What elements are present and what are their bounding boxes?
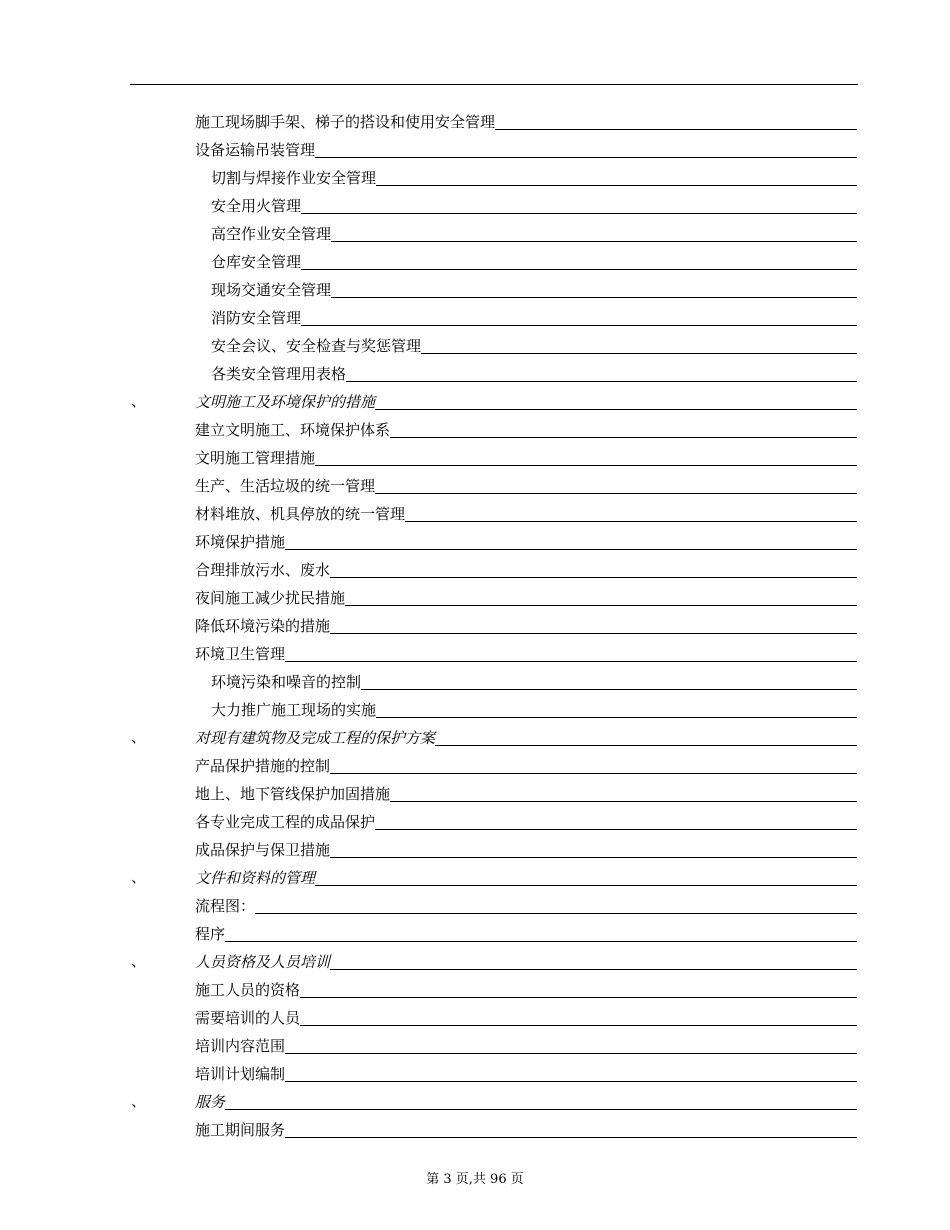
toc-entry-title: 现场交通安全管理 bbox=[211, 281, 332, 299]
toc-leader-line bbox=[421, 353, 857, 354]
toc-entry-line bbox=[195, 723, 857, 751]
toc-entry[interactable] bbox=[0, 947, 950, 975]
toc-entry-line bbox=[195, 1115, 857, 1143]
toc-leader-line bbox=[390, 437, 857, 438]
toc-entry-line bbox=[211, 359, 857, 387]
toc-entry-line bbox=[195, 1059, 857, 1087]
toc-entry-title: 文件和资料的管理 bbox=[195, 869, 316, 887]
toc-entry-line bbox=[195, 415, 857, 443]
toc-entry-title: 各类安全管理用表格 bbox=[211, 365, 347, 383]
toc-entry-line bbox=[195, 555, 857, 583]
toc-leader-line bbox=[375, 829, 857, 830]
toc-entry-line bbox=[195, 975, 857, 1003]
toc-entry[interactable] bbox=[0, 919, 950, 947]
toc-entry-title: 各专业完成工程的成品保护 bbox=[195, 813, 376, 831]
toc-entry-line bbox=[211, 331, 857, 359]
toc-leader-line bbox=[330, 773, 857, 774]
toc-entry[interactable] bbox=[0, 1087, 950, 1115]
toc-entry[interactable] bbox=[0, 891, 950, 919]
toc-leader-line bbox=[301, 325, 857, 326]
toc-entry[interactable] bbox=[0, 751, 950, 779]
toc-entry-title: 产品保护措施的控制 bbox=[195, 757, 331, 775]
toc-entry[interactable] bbox=[0, 107, 950, 135]
toc-entry-line bbox=[195, 471, 857, 499]
toc-leader-line bbox=[225, 1109, 857, 1110]
toc-entry-line bbox=[211, 667, 857, 695]
toc-entry[interactable] bbox=[0, 1031, 950, 1059]
toc-leader-line bbox=[495, 129, 857, 130]
toc-entry-title: 成品保护与保卫措施 bbox=[195, 841, 331, 859]
toc-entry-line bbox=[195, 1003, 857, 1031]
toc-leader-line bbox=[285, 661, 857, 662]
toc-leader-line bbox=[330, 857, 857, 858]
toc-entry-marker: 、 bbox=[131, 1092, 147, 1110]
toc-entry-title: 夜间施工减少扰民措施 bbox=[195, 589, 346, 607]
toc-entry-line bbox=[195, 639, 857, 667]
toc-entry[interactable] bbox=[0, 975, 950, 1003]
toc-entry-title: 环境污染和噪音的控制 bbox=[211, 673, 362, 691]
toc-entry-line bbox=[195, 751, 857, 779]
toc-leader-line bbox=[361, 689, 857, 690]
toc-entry-title: 材料堆放、机具停放的统一管理 bbox=[195, 505, 406, 523]
toc-entry-line bbox=[195, 135, 857, 163]
toc-entry[interactable] bbox=[0, 359, 950, 387]
toc-entry[interactable] bbox=[0, 527, 950, 555]
toc-leader-line bbox=[330, 577, 857, 578]
toc-leader-line bbox=[285, 1053, 857, 1054]
toc-entry-line bbox=[195, 107, 857, 135]
toc-leader-line bbox=[375, 493, 857, 494]
toc-entry[interactable] bbox=[0, 331, 950, 359]
toc-entry-marker: 、 bbox=[131, 868, 147, 886]
toc-entry-line bbox=[195, 499, 857, 527]
toc-entry-title: 高空作业安全管理 bbox=[211, 225, 332, 243]
page-footer: 第 3 页,共 96 页 bbox=[426, 1172, 524, 1187]
toc-entry[interactable] bbox=[0, 219, 950, 247]
toc-entry-line bbox=[195, 1087, 857, 1115]
toc-entry-line bbox=[211, 303, 857, 331]
toc-entry-line bbox=[211, 163, 857, 191]
toc-entry-line bbox=[195, 891, 857, 919]
toc-entry-line bbox=[195, 527, 857, 555]
toc-leader-line bbox=[435, 745, 857, 746]
toc-entry-title: 施工现场脚手架、梯子的搭设和使用安全管理 bbox=[195, 113, 496, 131]
toc-leader-line bbox=[390, 801, 857, 802]
toc-entry[interactable] bbox=[0, 611, 950, 639]
toc-entry-title: 建立文明施工、环境保护体系 bbox=[195, 421, 391, 439]
toc-entry[interactable] bbox=[0, 807, 950, 835]
toc-leader-line bbox=[330, 633, 857, 634]
toc-entry-line bbox=[195, 807, 857, 835]
toc-leader-line bbox=[285, 1081, 857, 1082]
toc-entry-title: 安全会议、安全检查与奖惩管理 bbox=[211, 337, 422, 355]
toc-entry-title: 培训内容范围 bbox=[195, 1037, 286, 1055]
toc-entry-title: 消防安全管理 bbox=[211, 309, 302, 327]
toc-entry[interactable] bbox=[0, 863, 950, 891]
toc-entry-title: 对现有建筑物及完成工程的保护方案 bbox=[195, 729, 436, 747]
toc-entry-title: 切割与焊接作业安全管理 bbox=[211, 169, 377, 187]
toc-entry[interactable] bbox=[0, 387, 950, 415]
toc-entry[interactable] bbox=[0, 191, 950, 219]
toc-entry[interactable] bbox=[0, 695, 950, 723]
toc-entry[interactable] bbox=[0, 835, 950, 863]
toc-entry[interactable] bbox=[0, 639, 950, 667]
toc-entry-title: 施工人员的资格 bbox=[195, 981, 301, 999]
toc-entry-title: 程序 bbox=[195, 925, 226, 943]
toc-entry[interactable] bbox=[0, 275, 950, 303]
toc-entry[interactable] bbox=[0, 443, 950, 471]
toc-entry-line bbox=[195, 583, 857, 611]
toc-entry[interactable] bbox=[0, 303, 950, 331]
toc-entry-title: 降低环境污染的措施 bbox=[195, 617, 331, 635]
toc-entry[interactable] bbox=[0, 667, 950, 695]
toc-leader-line bbox=[285, 1137, 857, 1138]
table-of-contents bbox=[0, 107, 950, 1143]
toc-leader-line bbox=[300, 997, 857, 998]
toc-entry-marker: 、 bbox=[131, 952, 147, 970]
toc-leader-line bbox=[331, 297, 857, 298]
toc-entry[interactable] bbox=[0, 1059, 950, 1087]
toc-entry-line bbox=[211, 275, 857, 303]
toc-entry-marker: 、 bbox=[131, 392, 147, 410]
toc-leader-line bbox=[225, 941, 857, 942]
toc-leader-line bbox=[315, 157, 857, 158]
toc-leader-line bbox=[255, 913, 857, 914]
header-rule bbox=[130, 84, 858, 85]
toc-leader-line bbox=[300, 1025, 857, 1026]
toc-entry-line bbox=[195, 863, 857, 891]
toc-leader-line bbox=[376, 717, 857, 718]
toc-entry-line bbox=[211, 695, 857, 723]
toc-entry[interactable] bbox=[0, 1115, 950, 1143]
toc-entry-line bbox=[195, 779, 857, 807]
toc-leader-line bbox=[301, 269, 857, 270]
toc-entry-title: 文明施工及环境保护的措施 bbox=[195, 393, 376, 411]
toc-leader-line bbox=[345, 605, 857, 606]
toc-leader-line bbox=[375, 409, 857, 410]
toc-entry-title: 文明施工管理措施 bbox=[195, 449, 316, 467]
toc-entry-title: 人员资格及人员培训 bbox=[195, 953, 331, 971]
toc-entry-title: 环境卫生管理 bbox=[195, 645, 286, 663]
toc-entry-line bbox=[195, 919, 857, 947]
toc-entry[interactable] bbox=[0, 163, 950, 191]
toc-leader-line bbox=[315, 885, 857, 886]
toc-leader-line bbox=[331, 241, 857, 242]
toc-leader-line bbox=[315, 465, 857, 466]
toc-entry-title: 生产、生活垃圾的统一管理 bbox=[195, 477, 376, 495]
toc-leader-line bbox=[376, 185, 857, 186]
toc-entry-marker: 、 bbox=[131, 728, 147, 746]
toc-entry-line bbox=[195, 387, 857, 415]
toc-entry[interactable] bbox=[0, 499, 950, 527]
toc-entry-title: 设备运输吊装管理 bbox=[195, 141, 316, 159]
toc-entry[interactable] bbox=[0, 555, 950, 583]
toc-entry-line bbox=[195, 947, 857, 975]
toc-leader-line bbox=[285, 549, 857, 550]
toc-entry[interactable] bbox=[0, 583, 950, 611]
toc-entry-title: 培训计划编制 bbox=[195, 1065, 286, 1083]
toc-entry-line bbox=[211, 219, 857, 247]
toc-entry-line bbox=[211, 191, 857, 219]
toc-leader-line bbox=[330, 969, 857, 970]
toc-entry[interactable] bbox=[0, 723, 950, 751]
toc-entry-line bbox=[195, 443, 857, 471]
toc-entry-line bbox=[195, 835, 857, 863]
toc-entry[interactable] bbox=[0, 471, 950, 499]
toc-entry-title: 仓库安全管理 bbox=[211, 253, 302, 271]
toc-entry-title: 流程图： bbox=[195, 897, 256, 915]
toc-entry[interactable] bbox=[0, 779, 950, 807]
toc-entry-title: 施工期间服务 bbox=[195, 1121, 286, 1139]
toc-entry[interactable] bbox=[0, 1003, 950, 1031]
toc-entry[interactable] bbox=[0, 247, 950, 275]
toc-leader-line bbox=[346, 381, 857, 382]
toc-leader-line bbox=[405, 521, 857, 522]
toc-entry[interactable] bbox=[0, 415, 950, 443]
toc-entry-title: 环境保护措施 bbox=[195, 533, 286, 551]
toc-entry-line bbox=[195, 611, 857, 639]
toc-entry-title: 合理排放污水、废水 bbox=[195, 561, 331, 579]
toc-entry[interactable] bbox=[0, 135, 950, 163]
toc-entry-title: 安全用火管理 bbox=[211, 197, 302, 215]
toc-entry-line bbox=[195, 1031, 857, 1059]
toc-entry-title: 大力推广施工现场的实施 bbox=[211, 701, 377, 719]
toc-entry-line bbox=[211, 247, 857, 275]
toc-leader-line bbox=[301, 213, 857, 214]
toc-entry-title: 需要培训的人员 bbox=[195, 1009, 301, 1027]
toc-entry-title: 服务 bbox=[195, 1093, 226, 1111]
toc-entry-title: 地上、地下管线保护加固措施 bbox=[195, 785, 391, 803]
